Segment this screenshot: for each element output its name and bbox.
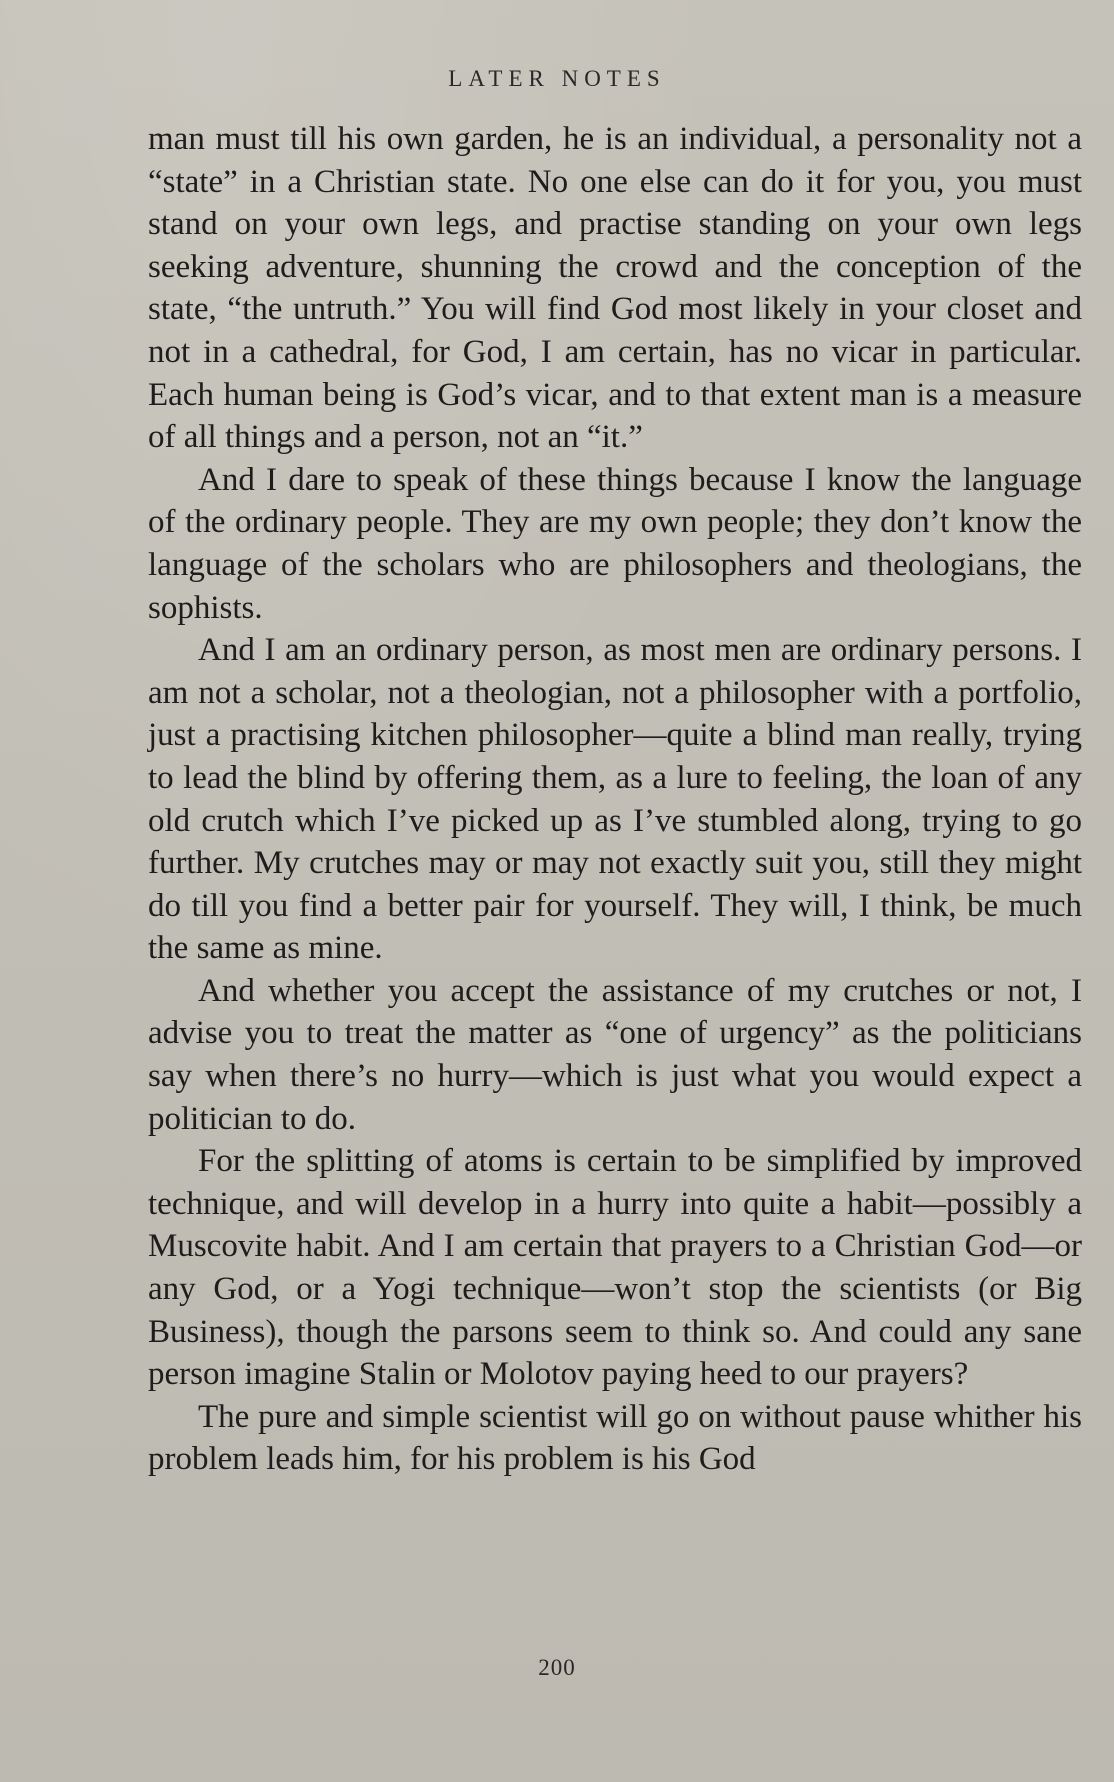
paragraph: The pure and simple scientist will go on without pause whither his problem leads him, for his problem is his God — [148, 1398, 1082, 1478]
paragraph: For the splitting of atoms is certain to be simplified by improved technique, and will develop in a hurry into quite a habit—possibly a Muscovite habit. And I am certain that prayers to a Christian God—or any God, or a Yogi technique—won’t stop the scientists (or Big Business), though the parsons seem to think so. And could any sane person imagine Stalin or Molotov paying heed to our prayers? — [148, 1143, 1082, 1393]
paragraph: man must till his own garden, he is an individual, a personality not a “state” in a Christian state. No one else can do it for you, you must stand on your own legs, and practise standing on your own legs seeking adventure, shunning the crowd and the conception of the state, “the untruth.” You will find God most likely in your closet and not in a cathedral, for God, I am certain, has no vicar in particular. Each human being is God’s vicar, and to that extent man is a measure of all things and a person, not an “it.” — [148, 121, 1082, 456]
paragraph: And I am an ordinary person, as most men are ordinary persons. I am not a scholar, not a theologian, not a philosopher with a portfolio, just a practising kitchen philosopher—quite a blind man really, trying to lead the blind by offering them, as a lure to feeling, the loan of any old crutch which I’ve picked up as I’ve stumbled along, trying to go further. My crutches may or may not exactly suit you, still they might do till you find a better pair for yourself. They will, I think, be much the same as mine. — [148, 632, 1082, 967]
body-text — [148, 118, 1082, 1481]
page-number: 200 — [538, 1655, 576, 1680]
paragraph: And whether you accept the assistance of my crutches or not, I advise you to treat the matter as “one of urgency” as the politicians say when there’s no hurry—which is just what you would expect a politician to do. — [148, 972, 1082, 1137]
running-head: LATER NOTES — [448, 66, 666, 91]
paragraph: And I dare to speak of these things because I know the language of the ordinary people. They are my own people; they don’t know the language of the scholars who are philosophers and theologians, the sophists. — [148, 461, 1082, 626]
